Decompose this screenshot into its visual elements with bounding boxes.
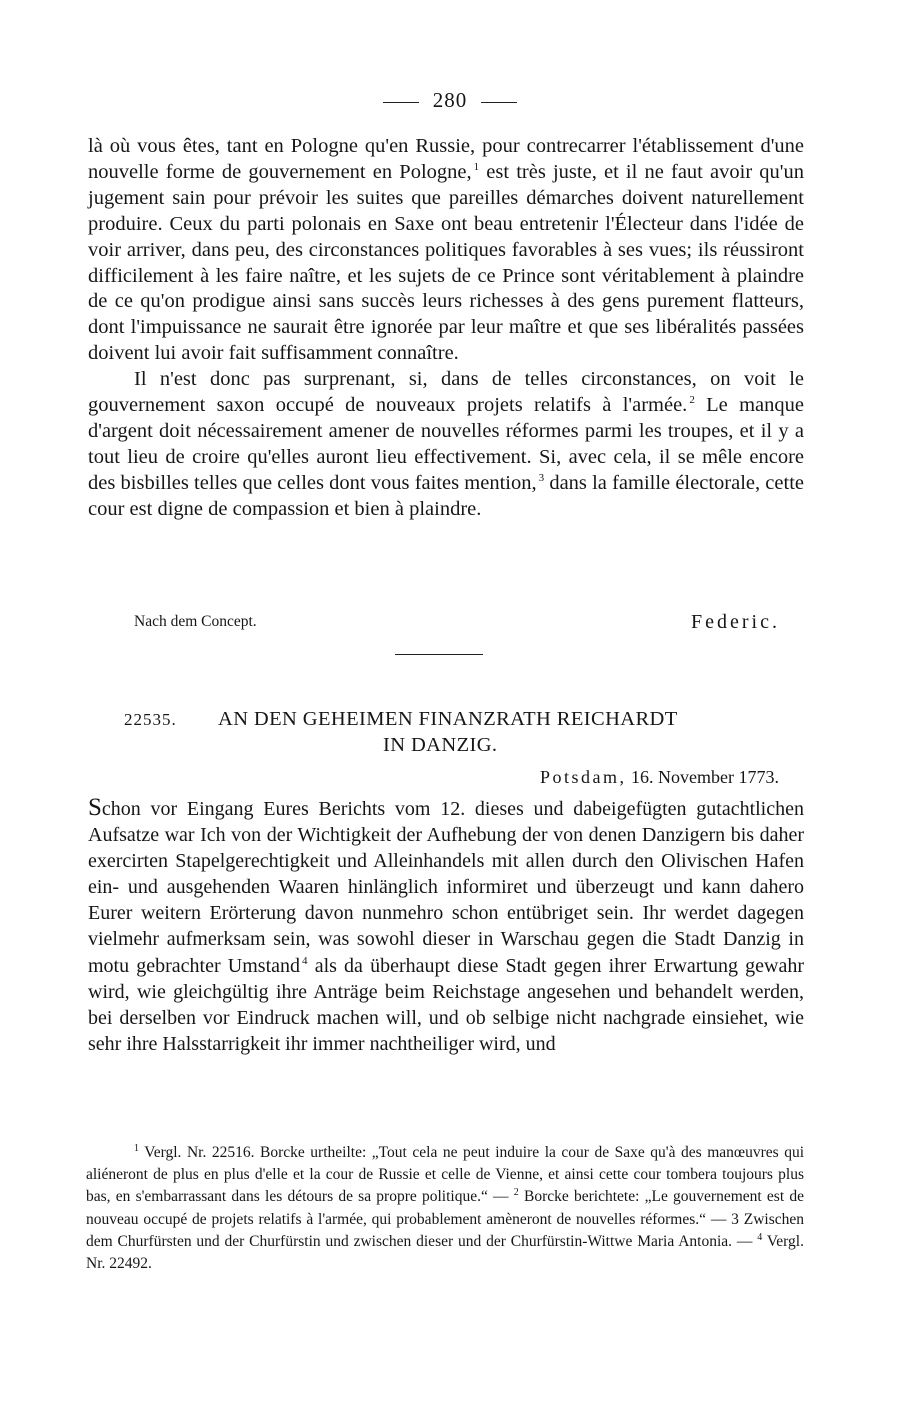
footnote-ref-3: 3 xyxy=(538,471,545,484)
footnote-2: Borcke berichtete: „Le gouvernement est de nouveau occupé de projets relatifs à l'armée, qui probablement amèneront de nouvelles réformes.“ — xyxy=(86,1188,804,1228)
paragraph-1-text-a: là où vous êtes, tant en Pologne qu'en Russie, pour contrecarrer l'établissement d'une nouvelle forme de gouvernement en Pologne, xyxy=(88,135,804,183)
header-left-dash xyxy=(383,102,419,103)
footnote-ref-1: 1 xyxy=(473,160,480,173)
footnote-ref-2: 2 xyxy=(689,394,695,407)
closing-row xyxy=(134,611,780,635)
header-right-dash xyxy=(481,102,517,103)
footnote-block xyxy=(86,1142,804,1275)
paragraph-2-text-a: Il n'est donc pas surprenant, si, dans de telles circonstances, on voit le gouvernement saxon occupé de nouveaux projets relatifs à l'armée. xyxy=(88,368,804,417)
footnote-mark-4: 4 xyxy=(757,1231,763,1243)
paragraph-1-text-b: est très juste, et il ne faut avoir qu'un jugement sain pour prévoir les suites que pareilles démarches doivent naturellement produire. Ceux du parti polonais en Saxe ont beau entretenir l'Électeur dans l'idée de voir arriver, dans peu, des circonstances politiques favorables à ses vues; ils réussiront difficilement à les faire naître, et les sujets de ce Prince sont véritablement à plaindre de ce qu'on prodigue ainsi sans succès leurs richesses à des gens purement flatteurs, dont l'impuissance ne saurait être ignorée par leur maître et que ses libéralités passées doivent lui avoir fait suffisamment connaître. xyxy=(88,160,804,365)
footnotes xyxy=(86,1142,804,1275)
dateline-place: Potsdam, xyxy=(540,767,627,787)
source-note: Nach dem Concept. xyxy=(134,613,257,630)
document-title-line-2: IN DANZIG. xyxy=(383,734,498,756)
section-divider xyxy=(395,654,483,655)
document-number: 22535. xyxy=(124,710,177,729)
letter-body xyxy=(88,795,804,1057)
letter-text-b: als da überhaupt diese Stadt gegen ihrer Erwartung gewahr wird, wie gleichgültig ihre Anträge beim Reichstage angesehen und behandelt werden, bei derselben vor Eindruck machen will, und ob selbige nicht nachgrade einsiehet, wie sehr ihre Halsstarrigkeit ihr immer nachtheiliger wird, und xyxy=(88,954,804,1055)
page-header xyxy=(0,88,900,113)
signature: Federic. xyxy=(691,611,780,633)
paragraph-2 xyxy=(88,367,804,522)
document-title-line-1: AN DEN GEHEIMEN FINANZRATH REICHARDT xyxy=(218,708,678,730)
footnote-mark-2: 2 xyxy=(513,1187,519,1199)
letter-paragraph xyxy=(88,795,804,1057)
dateline xyxy=(540,767,779,788)
initial-letter: S xyxy=(88,794,102,821)
letter-text-a: chon vor Eingang Eures Berichts vom 12. dieses und dabeigefügten gutachtlichen Aufsatze war Ich von der Wichtigkeit der Aufhebung der von denen Danzigern bis daher exercirten Stapelgerechtigkeit und Alleinhandels mit allen durch den Olivischen Hafen ein- und ausgehenden Waaren hinlänglich informiret und überzeugt und kann dahero Eurer weitern Erörterung davon nunmehro schon entübriget sein. Ihr werdet dagegen vielmehr aufmerksam sein, was sowohl dieser in Warschau gegen die Stadt Danzig in motu gebrachter Umstand xyxy=(88,798,804,977)
paragraph-1 xyxy=(88,134,804,367)
footnote-ref-4: 4 xyxy=(302,954,308,967)
paragraph-2-text-b: Le manque d'argent doit nécessairement amener de nouvelles réformes parmi les troupes, et il y a tout lieu de croire qu'elles auront lieu effectivement. Si, avec cela, il se mêle encore des bisbilles telles que celles dont vous faites mention, xyxy=(88,394,805,494)
footnote-4: Vergl. Nr. 22492. xyxy=(86,1232,804,1273)
paragraph-2-text-c: dans la famille électorale, cette cour est digne de compassion et bien à plaindre. xyxy=(88,471,804,520)
letter-continuation xyxy=(88,134,804,523)
dateline-date: 16. November 1773. xyxy=(626,767,779,787)
footnote-mark-1: 1 xyxy=(134,1143,139,1154)
footnote-3: Zwischen dem Churfürsten und der Churfürstin und zwischen dieser und der Churfürstin-Wittwe Maria Antonia. — xyxy=(86,1210,804,1250)
footnote-mark-3: 3 xyxy=(731,1210,739,1228)
page-number: 280 xyxy=(432,88,468,112)
footnote-1: Vergl. Nr. 22516. Borcke urtheilte: „Tout cela ne peut induire la cour de Saxe qu'à des manœuvres qui aliéneront de plus en plus d'elle et la cour de Russie et celle de Vienne, et ainsi cette cour tombera toujours plus bas, en s'embarrassant dans les détours de sa propre politique.“ — xyxy=(86,1144,804,1206)
